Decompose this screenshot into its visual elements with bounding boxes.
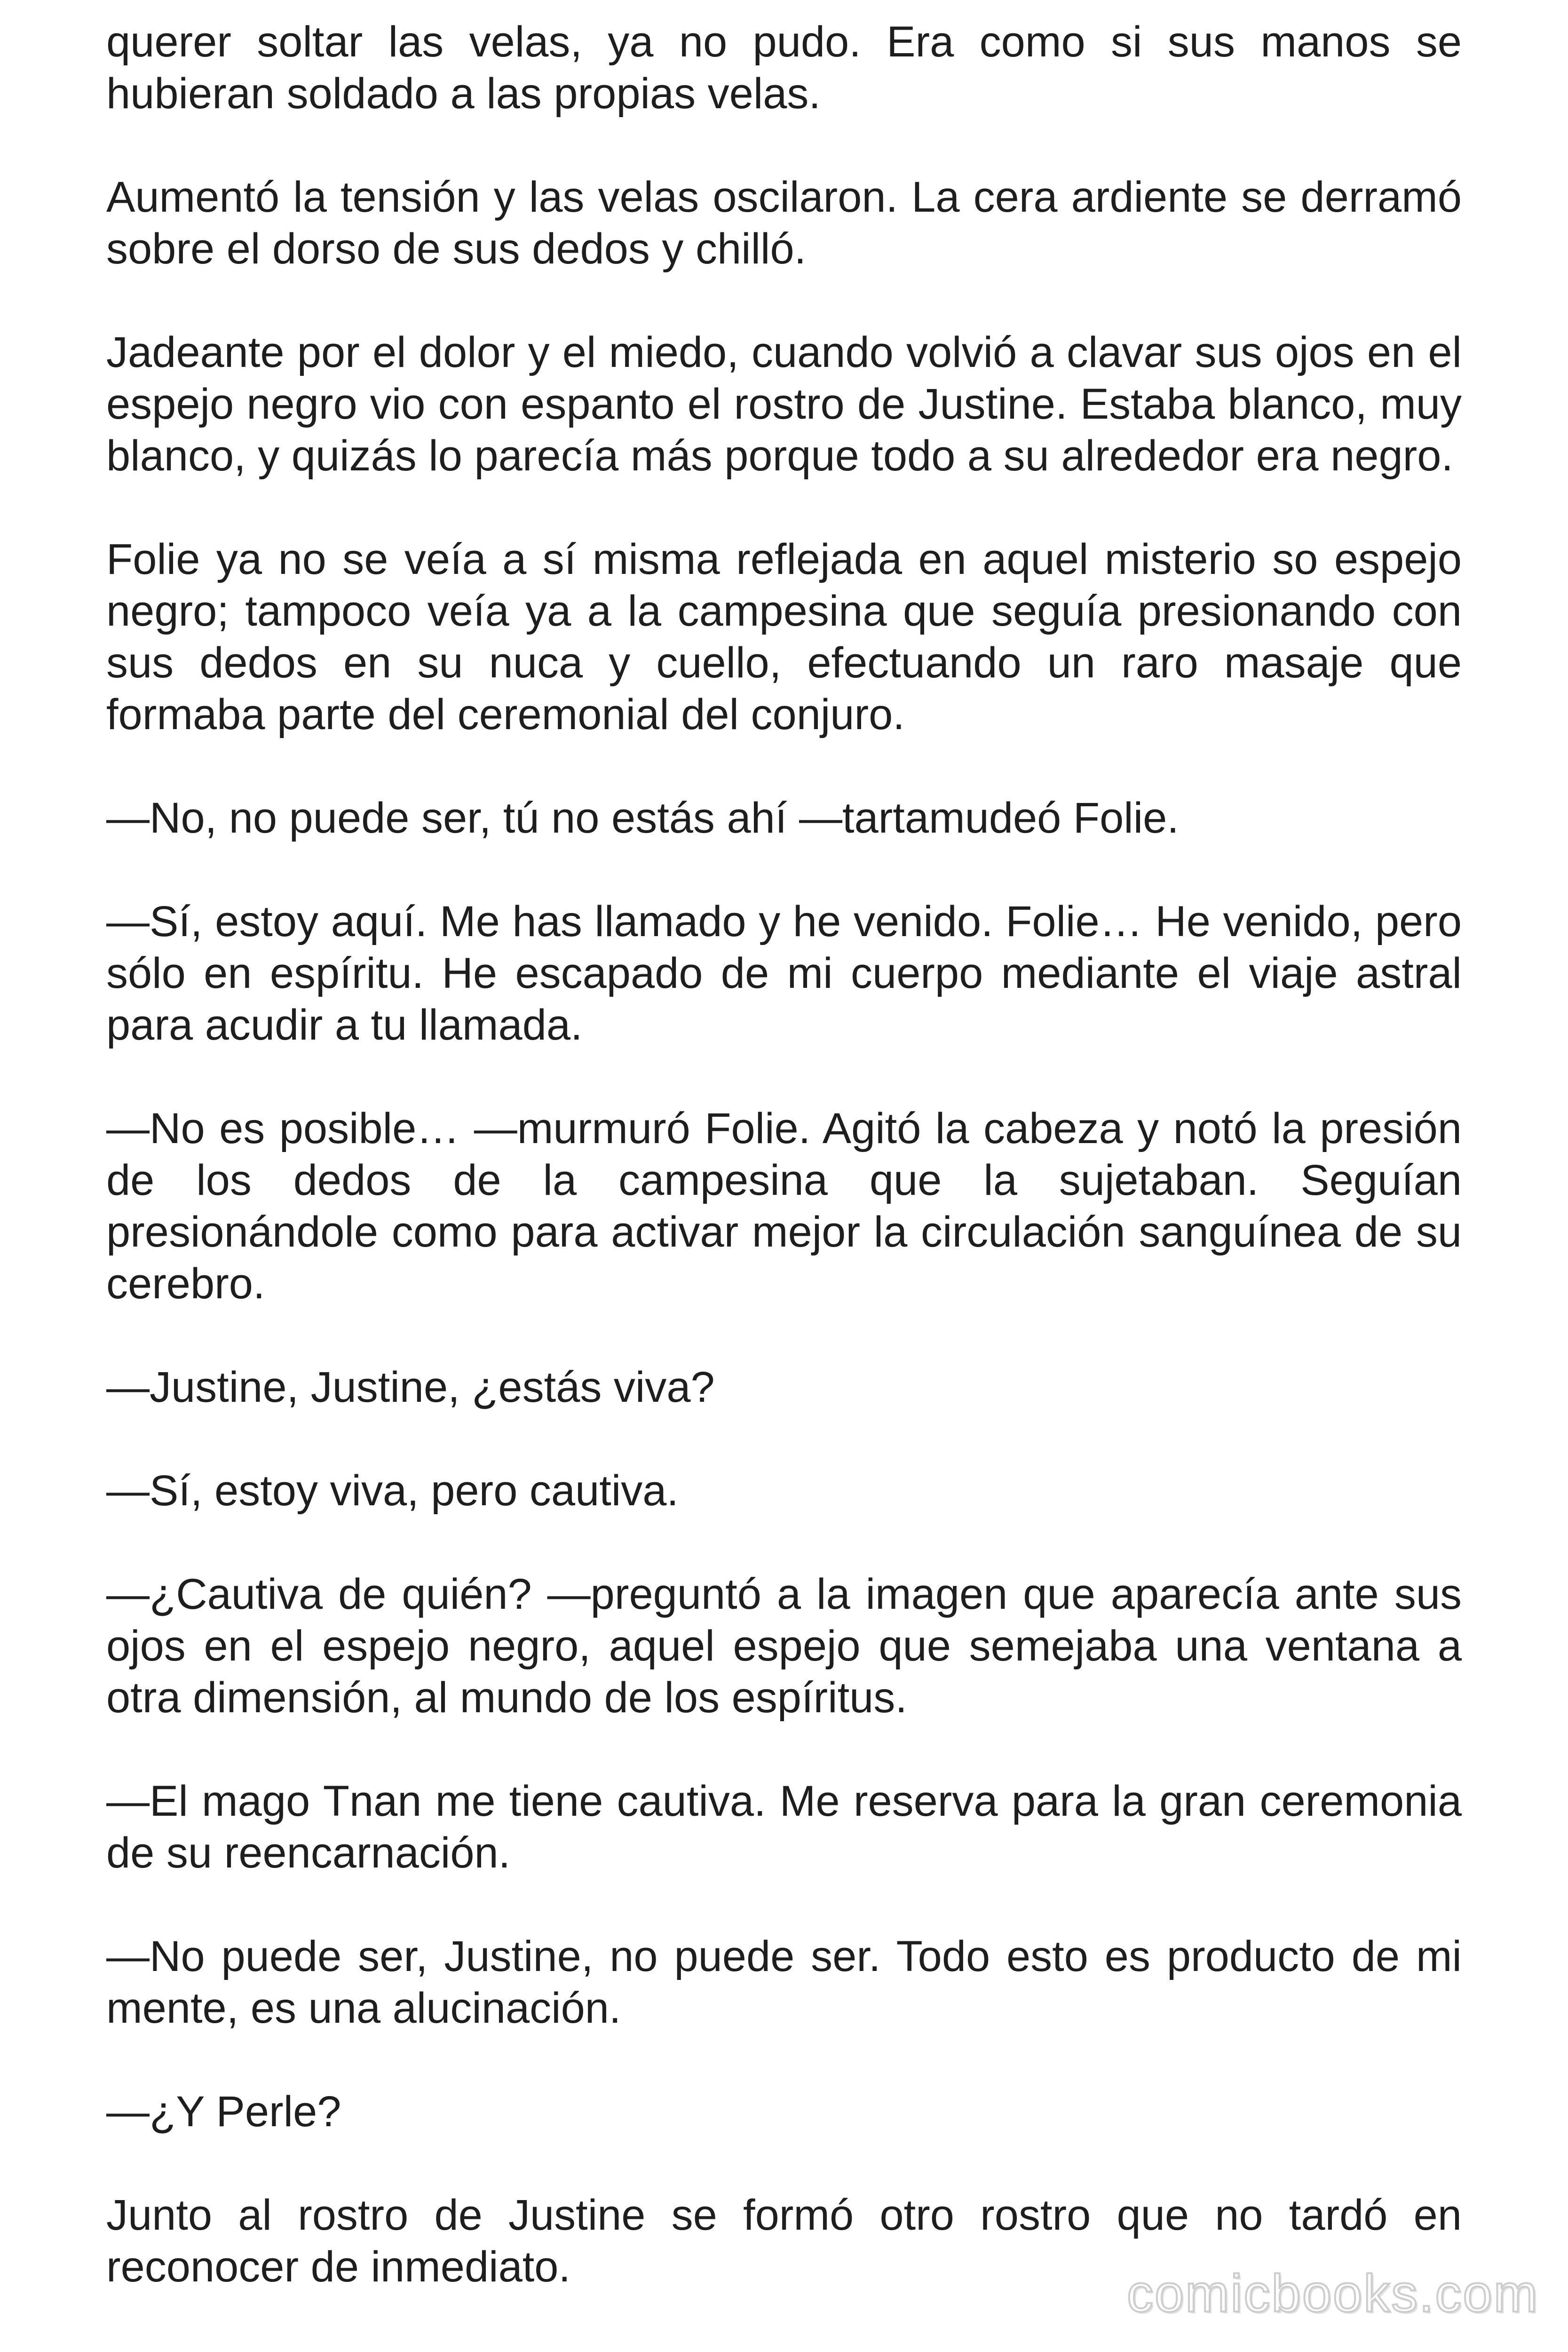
paragraph: querer soltar las velas, ya no pudo. Era como si sus manos se hubieran soldado a las propias velas. <box>106 18 1462 118</box>
paragraph: —No puede ser, Justine, no puede ser. Todo esto es producto de mi mente, es una alucinación. <box>106 1932 1462 2032</box>
paragraph: —No es posible… —murmuró Folie. Agitó la cabeza y notó la presión de los dedos de la campesina que la sujetaban. Seguían presionándole como para activar mejor la circulación sanguínea de su cerebro. <box>106 1104 1462 1308</box>
paragraph: —El mago Tnan me tiene cautiva. Me reserva para la gran ceremonia de su reencarnación. <box>106 1777 1462 1877</box>
paragraph: —¿Cautiva de quién? —preguntó a la imagen que aparecía ante sus ojos en el espejo negro, aquel espejo que semejaba una ventana a otra dimensión, al mundo de los espíritus. <box>106 1570 1462 1722</box>
paragraph: —Sí, estoy viva, pero cautiva. <box>106 1467 679 1515</box>
paragraph: —Justine, Justine, ¿estás viva? <box>106 1363 715 1411</box>
paragraph: —Sí, estoy aquí. Me has llamado y he venido. Folie… He venido, pero sólo en espíritu. He escapado de mi cuerpo mediante el viaje astral para acudir a tu llamada. <box>106 898 1462 1049</box>
paragraph: —¿Y Perle? <box>106 2088 341 2136</box>
paragraph: —No, no puede ser, tú no estás ahí —tartamudeó Folie. <box>106 794 1179 842</box>
paragraph: Folie ya no se veía a sí misma reflejada en aquel misterio so espejo negro; tampoco veía ya a la campesina que seguía presionando con sus dedos en su nuca y cuello, efectuando un raro masaje que formaba parte del ceremonial del conjuro. <box>106 535 1462 739</box>
watermark: comicbooks.com <box>1126 2264 1539 2323</box>
document-page <box>106 16 1462 2293</box>
paragraph: Aumentó la tensión y las velas oscilaron. La cera ardiente se derramó sobre el dorso de sus dedos y chilló. <box>106 173 1462 273</box>
paragraph: Jadeante por el dolor y el miedo, cuando volvió a clavar sus ojos en el espejo negro vio con espanto el rostro de Justine. Estaba blanco, muy blanco, y quizás lo parecía más porque todo a su alrededor era negro. <box>106 328 1462 480</box>
paragraph: Junto al rostro de Justine se formó otro rostro que no tardó en reconocer de inmediato. <box>106 2191 1462 2291</box>
